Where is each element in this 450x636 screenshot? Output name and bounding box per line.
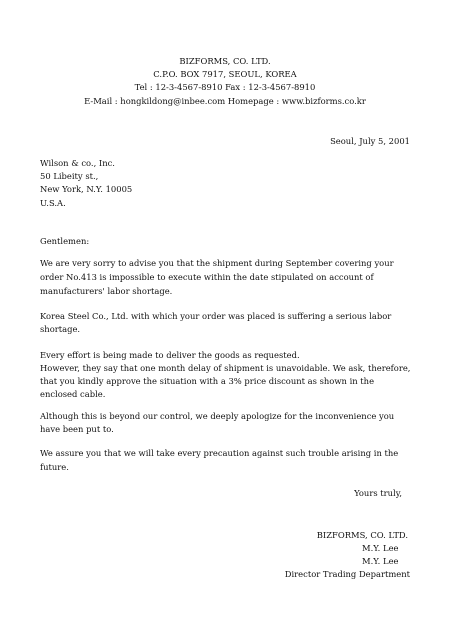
body-line: that you kindly approve the situation with a 3% price discount as shown in the xyxy=(40,376,375,386)
body-line: We assure you that we will take every precaution against such trouble arising in the xyxy=(40,448,399,458)
body-line: Although this is beyond our control, we deeply apologize for the inconvenience you xyxy=(40,411,395,421)
signature-company: BIZFORMS, CO. LTD. xyxy=(316,530,408,540)
company-email-homepage: E-Mail : hongkildong@inbee.com Homepage : www.bizforms.co.kr xyxy=(84,96,366,106)
closing: Yours truly, xyxy=(354,488,402,498)
recipient-line: U.S.A. xyxy=(40,198,66,208)
recipient-line: 50 Libeity st., xyxy=(40,171,99,181)
signature-name: M.Y. Lee xyxy=(362,556,399,566)
body-line: have been put to. xyxy=(40,424,114,434)
body-line: Every effort is being made to deliver the goods as requested. xyxy=(40,350,300,360)
signature-title: Director Trading Department xyxy=(284,569,410,579)
company-phone-fax: Tel : 12-3-4567-8910 Fax : 12-3-4567-8910 xyxy=(134,82,316,92)
body-line: future. xyxy=(40,462,69,472)
body-line: However, they say that one month delay of shipment is unavoidable. We ask, therefore, xyxy=(40,363,411,373)
company-name: BIZFORMS, CO. LTD. xyxy=(179,56,271,66)
body-line: manufacturers' labor shortage. xyxy=(40,286,173,296)
body-line: order No.413 is impossible to execute within the date stipulated on account of xyxy=(40,272,374,282)
body-line: We are very sorry to advise you that the shipment during September covering your xyxy=(40,258,394,268)
body-line: enclosed cable. xyxy=(40,389,106,399)
body-line: Korea Steel Co., Ltd. with which your order was placed is suffering a serious labor xyxy=(40,311,392,321)
signature-name: M.Y. Lee xyxy=(362,543,399,553)
recipient-line: Wilson & co., Inc. xyxy=(40,158,115,168)
letter-date: Seoul, July 5, 2001 xyxy=(330,136,410,146)
salutation: Gentlemen: xyxy=(40,236,90,246)
company-address: C.P.O. BOX 7917, SEOUL, KOREA xyxy=(153,69,297,79)
body-line: shortage. xyxy=(40,324,81,334)
recipient-line: New York, N.Y. 10005 xyxy=(40,184,133,194)
